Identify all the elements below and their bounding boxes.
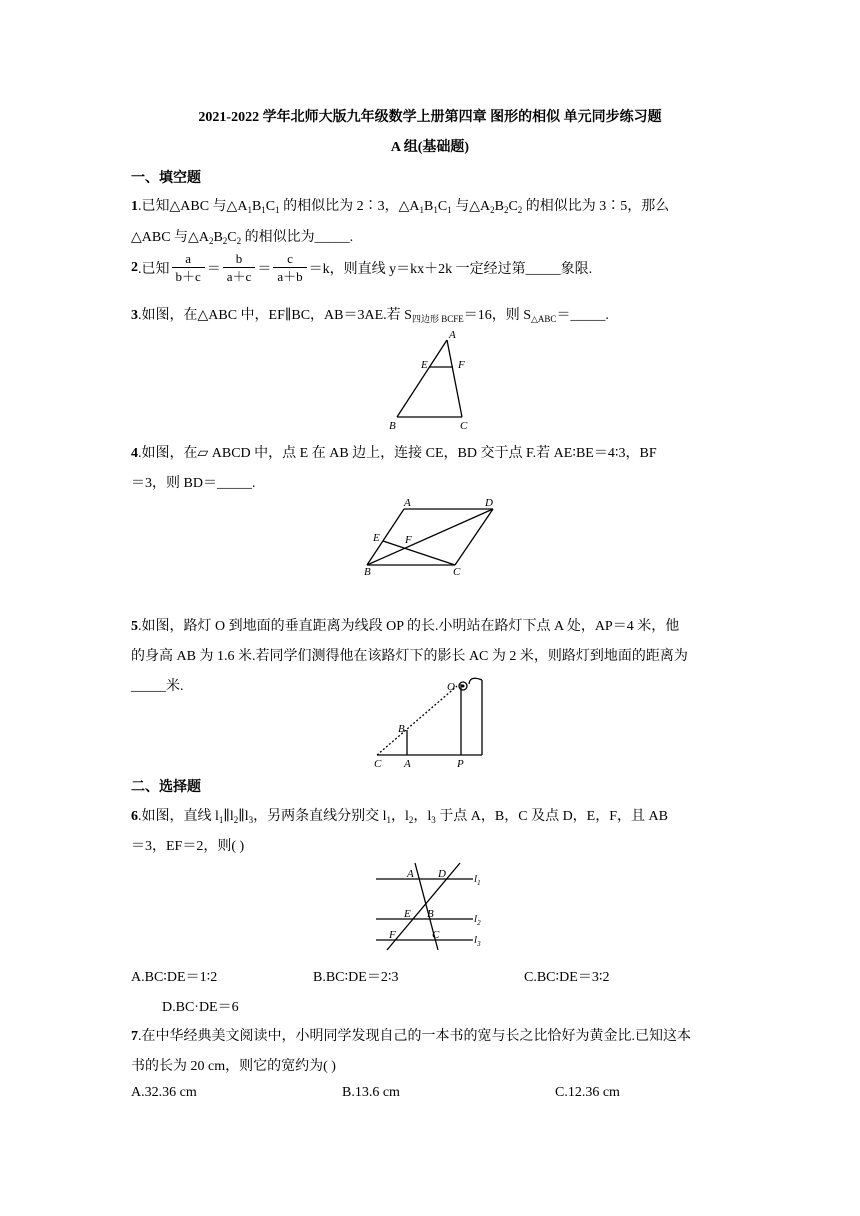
q7-text: .在中华经典美文阅读中，小明同学发现自己的一本书的宽与长之比恰好为黄金比.已知这本: [138, 1029, 691, 1044]
label-c: C: [374, 758, 382, 770]
label-a: A: [404, 758, 411, 770]
q1-text: B: [251, 199, 262, 214]
q3-text: .如图，在△ABC 中，EF∥BC，AB＝3AE.若 S: [138, 308, 412, 323]
subscript: 1: [261, 205, 266, 215]
label-a: A: [404, 497, 411, 509]
q6-text: ，l: [413, 809, 432, 824]
label-c: C: [432, 929, 440, 941]
q6-text: .如图，直线 l: [138, 809, 219, 824]
q1-text: C: [265, 199, 276, 214]
q1-text: C: [437, 199, 448, 214]
option-a: A.BC∶DE＝1∶2: [131, 970, 218, 985]
question-number: 3: [131, 308, 138, 323]
question-number: 7: [131, 1029, 138, 1044]
q6-text: ，l: [391, 809, 409, 824]
q4-text: .如图，在▱ ABCD 中，点 E 在 AB 边上，连接 CE，BD 交于点 F.若 AE∶BE＝4∶3，BF: [138, 446, 657, 461]
option-b: B.13.6 cm: [342, 1085, 400, 1100]
label-e: E: [404, 908, 411, 920]
fraction: [273, 250, 306, 285]
question-6-line-1: [131, 805, 668, 825]
label-c: C: [453, 566, 461, 578]
q1-text: 的相似比为 2∶3，△A: [279, 199, 420, 214]
equals-sign: ＝: [206, 261, 221, 277]
subscript: 2: [236, 236, 242, 246]
label-e: E: [373, 532, 380, 544]
label-a: A: [407, 868, 414, 880]
label-c: C: [460, 420, 468, 432]
question-number: 5: [131, 619, 138, 634]
question-6-line-2: ＝3，EF＝2，则( ): [131, 839, 245, 854]
option-a: A.32.36 cm: [131, 1085, 197, 1100]
label-b: B: [364, 566, 371, 578]
label-f: F: [458, 359, 465, 371]
label-b: B: [398, 723, 405, 735]
q5-text: .如图，路灯 O 到地面的垂直距离为线段 OP 的长.小明站在路灯下点 A 处，AP＝4 米，他: [138, 619, 680, 634]
subscript: 1: [386, 815, 391, 825]
subscript: 1: [275, 205, 280, 215]
denominator: b＋c: [175, 269, 201, 284]
label-f: F: [389, 929, 396, 941]
question-2: [131, 250, 592, 285]
label-p: P: [457, 758, 464, 770]
question-1-line-2: [131, 226, 353, 246]
label-l1: $l_1$: [474, 873, 481, 887]
label-f: F: [405, 534, 412, 546]
q3-text: ＝_____.: [556, 308, 609, 323]
subscript: 2: [222, 236, 228, 246]
page-title: 2021-2022 学年北师大版九年级数学上册第四章 图形的相似 单元同步练习题: [198, 110, 662, 125]
question-5-line-3: _____米.: [131, 679, 184, 694]
q1-text: B: [213, 230, 223, 245]
subscript: 3: [248, 815, 254, 825]
numerator: c: [273, 250, 306, 268]
parallelogram-figure: [360, 494, 505, 579]
q1-text: B: [494, 199, 504, 214]
q1-text: .已知△ABC 与△A: [138, 199, 248, 214]
label-b: B: [427, 908, 434, 920]
section-heading-fill-blank: 一、填空题: [131, 171, 201, 186]
fraction: [172, 250, 205, 285]
equals-sign: ＝: [257, 261, 272, 277]
question-5-line-1: [131, 615, 679, 635]
numerator: a: [172, 250, 205, 268]
question-5-line-2: 的身高 AB 为 1.6 米.若同学们测得他在该路灯下的影长 AC 为 2 米，则路灯到地面的距离为: [131, 649, 688, 664]
question-number: 4: [131, 446, 138, 461]
question-7-line-2: 书的长为 20 cm，则它的宽约为( ): [131, 1059, 336, 1074]
q1-text: 的相似比为_____.: [241, 230, 354, 245]
subscript: △ABC: [531, 314, 557, 324]
q1-text: 的相似比为 3∶5，那么: [522, 199, 670, 214]
q2-text: ＝k，则直线 y＝kx＋2k 一定经过第_____象限.: [308, 261, 593, 277]
subscript: 2: [517, 205, 523, 215]
label-d: D: [485, 497, 493, 509]
section-heading-multiple-choice: 二、选择题: [131, 780, 201, 795]
question-7-line-1: [131, 1025, 691, 1045]
label-d: D: [438, 868, 446, 880]
question-4-line-1: [131, 442, 657, 462]
subscript: 2: [233, 815, 239, 825]
subscript: 1: [247, 205, 252, 215]
parallel-lines-figure: [370, 858, 490, 955]
label-o: O: [447, 681, 455, 693]
denominator: a＋c: [226, 269, 252, 284]
label-b: B: [389, 420, 396, 432]
option-b: B.BC∶DE＝2∶3: [313, 970, 399, 985]
q6-text: ，另两条直线分别交 l: [253, 809, 387, 824]
option-c: C.12.36 cm: [555, 1085, 620, 1100]
streetlight-figure: [370, 670, 495, 770]
subscript: 1: [218, 815, 224, 825]
q6-text: ∥l: [223, 809, 234, 824]
subscript: 2: [503, 205, 509, 215]
q2-text: .已知: [138, 261, 170, 277]
question-4-line-2: ＝3，则 BD＝_____.: [131, 476, 256, 491]
q1-text: C: [508, 199, 518, 214]
numerator: b: [223, 250, 256, 268]
q3-text: ＝16，则 S: [463, 308, 531, 323]
q6-text: 于点 A，B，C 及点 D，E，F，且 AB: [435, 809, 668, 824]
q1-text: B: [424, 199, 434, 214]
triangle-figure: [385, 328, 485, 433]
q1-text: △ABC 与△A: [131, 230, 209, 245]
q1-text: 与△A: [451, 199, 491, 214]
q6-text: ∥l: [238, 809, 249, 824]
question-1-line-1: [131, 195, 669, 215]
q1-text: C: [227, 230, 237, 245]
subscript: 1: [419, 205, 425, 215]
label-l2: $l_2$: [474, 913, 481, 927]
question-3: [131, 304, 609, 324]
question-number: 2: [131, 259, 138, 275]
page-subtitle: A 组(基础题): [390, 140, 470, 155]
option-c: C.BC∶DE＝3∶2: [524, 970, 610, 985]
question-number: 6: [131, 809, 138, 824]
question-number: 1: [131, 199, 138, 214]
subscript: 2: [408, 815, 414, 825]
label-l3: $l_3$: [474, 934, 481, 948]
label-a: A: [449, 329, 456, 341]
subscript: 2: [208, 236, 214, 246]
subscript: 2: [490, 205, 495, 215]
option-d: D.BC·DE＝6: [162, 1000, 239, 1015]
denominator: a＋b: [277, 269, 303, 284]
subscript: 3: [431, 815, 436, 825]
subscript: 四边形 BCFE: [411, 314, 464, 324]
subscript: 1: [447, 205, 452, 215]
label-e: E: [421, 359, 428, 371]
fraction: [223, 250, 256, 285]
subscript: 1: [433, 205, 438, 215]
